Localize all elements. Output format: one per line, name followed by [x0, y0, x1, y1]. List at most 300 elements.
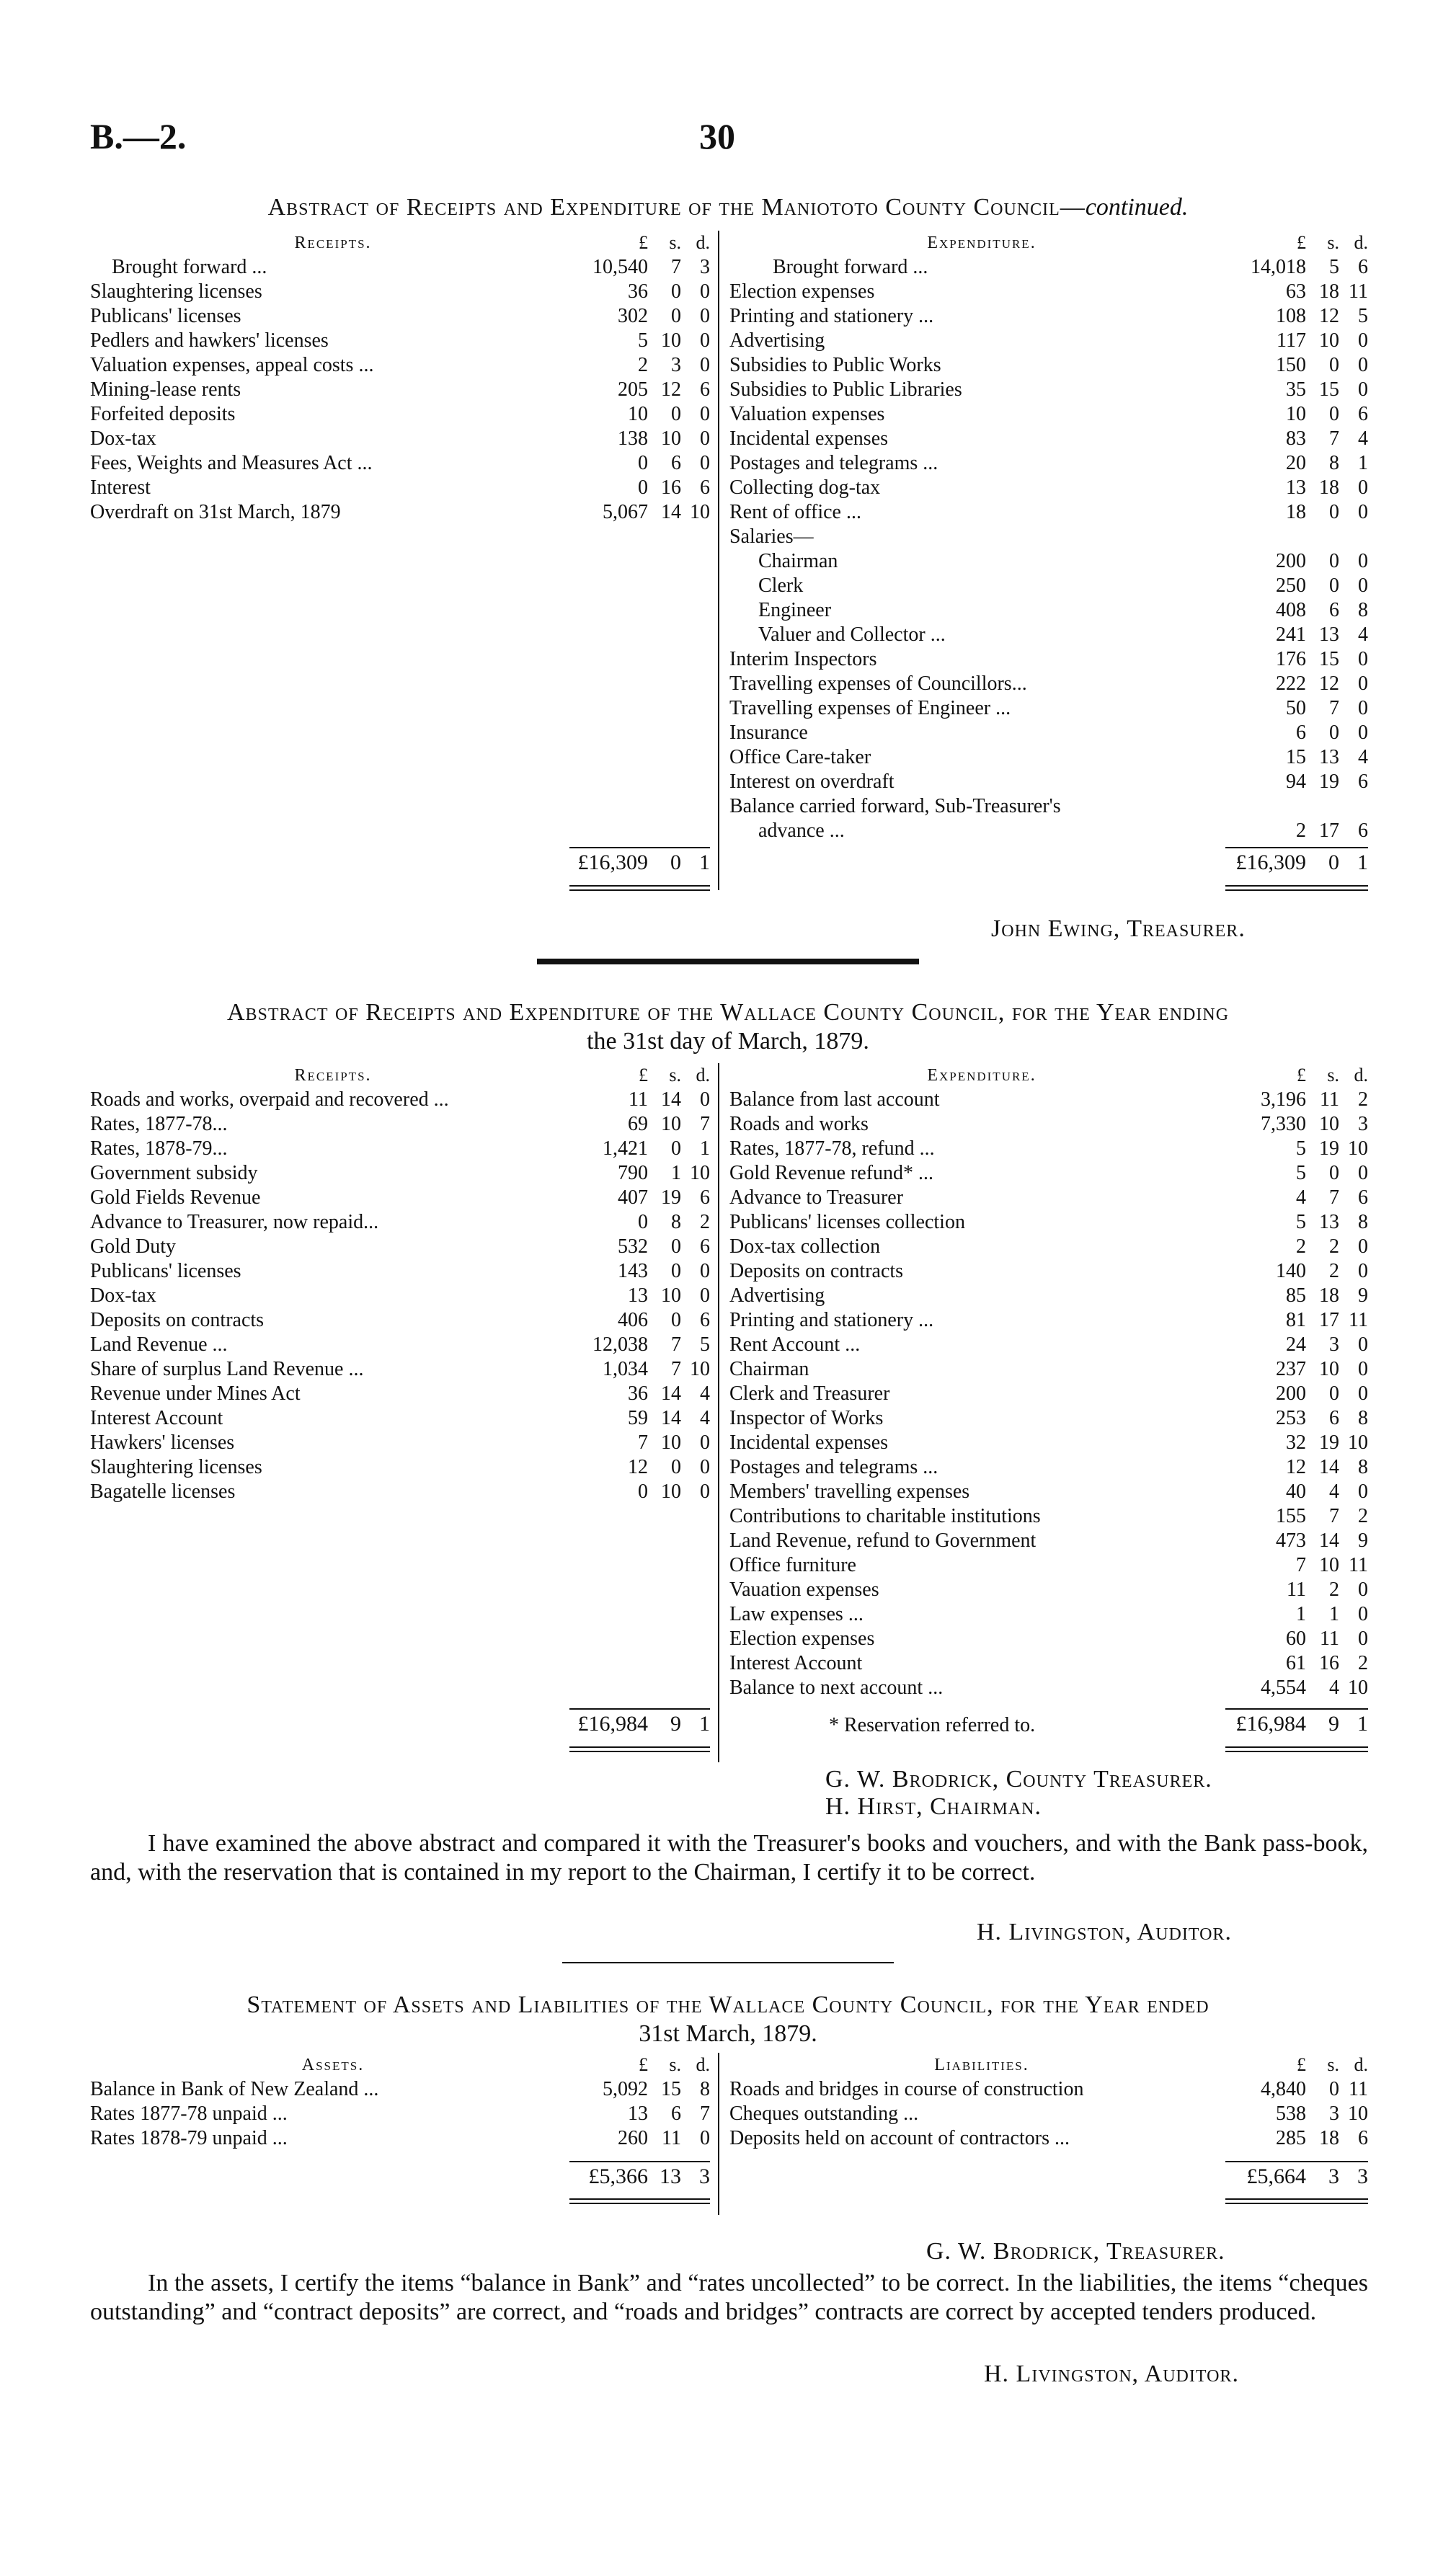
pounds-value: 117: [1277, 329, 1306, 352]
table-row: [729, 500, 1368, 525]
page-number: 30: [699, 116, 735, 156]
pence-value: 0: [700, 280, 710, 303]
row-amount: [576, 1210, 710, 1235]
row-amount: [576, 280, 710, 304]
row-amount: [576, 476, 710, 500]
table-row: [90, 1259, 710, 1284]
row-label: Engineer: [758, 599, 832, 621]
pounds-value: 790: [618, 1162, 648, 1184]
row-label: Balance carried forward, Sub-Treasurer's: [729, 795, 1061, 817]
pence-value: 11: [1349, 2078, 1368, 2100]
shillings-value: 7: [671, 256, 681, 278]
row-label: Share of surplus Land Revenue ...: [90, 1358, 364, 1380]
pounds-value: 13: [1286, 476, 1306, 499]
sum-rule: [1225, 847, 1368, 848]
pence-value: 10: [1348, 1677, 1368, 1699]
shillings-value: 7: [1329, 1186, 1339, 1209]
pence-value: 1: [700, 1137, 710, 1160]
pence-value: 0: [1358, 378, 1368, 401]
shillings-value: 17: [1319, 820, 1339, 842]
pence-value: 6: [700, 1309, 710, 1331]
pence-value: 0: [700, 305, 710, 327]
shillings-value: 11: [662, 2127, 681, 2149]
row-amount: [576, 2126, 710, 2151]
table-row: [90, 1455, 710, 1480]
shillings-value: 0: [671, 1309, 681, 1331]
shillings-value: 13: [1319, 746, 1339, 768]
pence-value: 6: [700, 476, 710, 499]
row-label: Clerk and Treasurer: [729, 1382, 890, 1405]
pounds-value: 1: [1296, 1603, 1306, 1625]
row-label: Gold Fields Revenue: [90, 1186, 261, 1209]
row-amount: [1234, 647, 1368, 672]
pence-value: 0: [1358, 1480, 1368, 1503]
row-label: Chairman: [729, 1358, 809, 1380]
pounds-value: 50: [1286, 697, 1306, 719]
row-label: Publicans' licenses collection: [729, 1211, 965, 1233]
wallace-treasurer-signature: G. W. Brodrick, County Treasurer.: [825, 1766, 1212, 1793]
row-label: Rent of office ...: [729, 501, 861, 523]
pounds-value: 3,196: [1261, 1088, 1306, 1111]
row-label: Valuation expenses: [729, 403, 885, 425]
row-label: Travelling expenses of Councillors...: [729, 672, 1027, 695]
shillings-value: 18: [1319, 1284, 1339, 1307]
row-amount: [576, 1112, 710, 1137]
row-label: Deposits on contracts: [90, 1309, 265, 1331]
pence-value: 2: [1358, 1505, 1368, 1527]
row-label: Advertising: [729, 329, 825, 352]
amount-column-heads: £ s. d.: [1297, 1065, 1368, 1085]
table-row: [729, 1480, 1368, 1504]
row-amount: [1234, 1480, 1368, 1504]
document-code: B.—2.: [90, 116, 187, 156]
row-label: Subsidies to Public Works: [729, 354, 941, 376]
pence-value: 8: [700, 2078, 710, 2100]
table-row: [90, 1480, 710, 1504]
pence-value: 0: [700, 403, 710, 425]
table-row: [90, 1088, 710, 1112]
row-amount: [1234, 574, 1368, 598]
row-amount: [576, 2102, 710, 2126]
shillings-value: 0: [671, 1235, 681, 1258]
pounds-value: 12: [628, 1456, 648, 1478]
shillings-value: 7: [1329, 427, 1339, 450]
receipts-heading: Receipts.: [294, 234, 372, 252]
shillings-value: [1306, 794, 1339, 819]
pounds-value: 5,092: [603, 2078, 648, 2100]
row-label: Government subsidy: [90, 1162, 258, 1184]
pounds-value: 4: [1296, 1186, 1306, 1209]
pounds-value: 143: [618, 1260, 648, 1282]
pounds-value: 140: [1276, 1260, 1306, 1282]
pounds-value: [1234, 794, 1306, 819]
row-label: Roads and works: [729, 1113, 869, 1135]
section-divider: [537, 959, 919, 964]
table-row: [729, 1553, 1368, 1578]
row-label: Valuer and Collector ...: [758, 623, 946, 646]
table-row: [729, 1137, 1368, 1161]
table-row: [90, 427, 710, 451]
row-label: Salaries—: [729, 525, 814, 548]
pounds-value: 108: [1276, 305, 1306, 327]
shillings-value: 18: [1319, 280, 1339, 303]
pounds-value: 176: [1276, 648, 1306, 670]
pounds-value: 85: [1286, 1284, 1306, 1307]
shillings-value: 0: [671, 1260, 681, 1282]
row-label: Roads and works, overpaid and recovered ...: [90, 1088, 449, 1111]
pence-value: 2: [700, 1211, 710, 1233]
liabilities-table: [729, 2053, 1368, 2151]
row-amount: [1234, 623, 1368, 647]
row-label: Slaughtering licenses: [90, 280, 262, 303]
table-row: [729, 623, 1368, 647]
pence-value: 0: [700, 1260, 710, 1282]
row-amount: [1234, 1186, 1368, 1210]
pounds-value: 0: [638, 452, 648, 474]
table-row: [729, 1259, 1368, 1284]
row-amount: [576, 378, 710, 402]
row-label: Gold Duty: [90, 1235, 176, 1258]
shillings-value: 6: [1329, 599, 1339, 621]
pence-value: 11: [1349, 1554, 1368, 1576]
maniototo-receipts: [90, 231, 710, 525]
table-row: [90, 1235, 710, 1259]
row-label: Bagatelle licenses: [90, 1480, 236, 1503]
row-amount: [576, 255, 710, 280]
pence-value: 6: [1358, 256, 1368, 278]
row-label: Valuation expenses, appeal costs ...: [90, 354, 374, 376]
shillings-value: 0: [671, 403, 681, 425]
table-row: [729, 2126, 1368, 2151]
pence-value: 0: [700, 1431, 710, 1454]
pence-value: 10: [690, 1358, 710, 1380]
pence-value: 6: [1358, 1186, 1368, 1209]
pence-value: 4: [700, 1407, 710, 1429]
shillings-value: 13: [1319, 623, 1339, 646]
table-row: [729, 427, 1368, 451]
pounds-value: 237: [1276, 1358, 1306, 1380]
row-amount: [1234, 378, 1368, 402]
shillings-value: 7: [671, 1358, 681, 1380]
shillings-value: 10: [1319, 1358, 1339, 1380]
pence-value: 9: [1358, 1529, 1368, 1552]
table-row: [729, 280, 1368, 304]
column-divider: [718, 231, 719, 890]
row-amount: [1234, 255, 1368, 280]
table-row: [90, 304, 710, 329]
row-amount: [576, 500, 710, 525]
pounds-value: 0: [638, 1480, 648, 1503]
row-amount: [1234, 549, 1368, 574]
shillings-value: 19: [1319, 771, 1339, 793]
row-label: Chairman: [758, 550, 838, 572]
pence-value: 0: [700, 1456, 710, 1478]
sum-rule: [569, 1708, 710, 1710]
pence-value: 1: [1358, 452, 1368, 474]
row-label: Advance to Treasurer, now repaid...: [90, 1211, 379, 1233]
statement-auditor-signature: H. Livingston, Auditor.: [984, 2361, 1239, 2387]
shillings-value: 16: [1319, 1652, 1339, 1674]
table-row: [729, 1578, 1368, 1602]
liabilities-total: £5,664 3 3: [1246, 2164, 1368, 2188]
row-amount: [1234, 329, 1368, 353]
pence-value: 0: [1358, 1382, 1368, 1405]
pence-value: 4: [700, 1382, 710, 1405]
statement-certification: In the assets, I certify the items “balance in Bank” and “rates uncollected” to be correct. In the liabilities, the items “cheques outstanding” and “contract deposits” are correct, and “roads and bridges” contracts are correct by accepted tenders produced.: [90, 2270, 1368, 2325]
assets-total: £5,366 13 3: [588, 2164, 710, 2188]
pounds-value: 69: [628, 1113, 648, 1135]
pence-value: 3: [1358, 1113, 1368, 1135]
row-label: Travelling expenses of Engineer ...: [729, 697, 1011, 719]
row-label: Vauation expenses: [729, 1578, 879, 1601]
liabilities-heading: Liabilities.: [934, 2056, 1029, 2074]
row-amount: [576, 1284, 710, 1308]
row-label: Contributions to charitable institutions: [729, 1505, 1041, 1527]
row-label: Incidental expenses: [729, 427, 889, 450]
shillings-value: 0: [1329, 1162, 1339, 1184]
pence-value: 4: [1358, 427, 1368, 450]
row-amount: [1234, 1504, 1368, 1529]
pence-value: 0: [700, 452, 710, 474]
row-label: Office Care-taker: [729, 746, 871, 768]
row-amount: [576, 427, 710, 451]
table-row: [729, 549, 1368, 574]
row-label: Interest Account: [729, 1652, 863, 1674]
row-label: Dox-tax: [90, 1284, 156, 1307]
row-amount: [576, 402, 710, 427]
row-label: Revenue under Mines Act: [90, 1382, 301, 1405]
table-row: [90, 353, 710, 378]
pounds-value: 302: [618, 305, 648, 327]
shillings-value: 14: [661, 1382, 681, 1405]
table-row: [90, 1137, 710, 1161]
pence-value: 6: [1358, 820, 1368, 842]
sum-rule: [1225, 2161, 1368, 2162]
shillings-value: 7: [671, 1333, 681, 1356]
row-label: Interim Inspectors: [729, 648, 877, 670]
pence-value: 11: [1349, 1309, 1368, 1331]
shillings-value: 0: [1329, 2078, 1339, 2100]
pence-value: 0: [700, 1088, 710, 1111]
shillings-value: 3: [1329, 2102, 1339, 2125]
table-row: [729, 770, 1368, 794]
pounds-value: 7,330: [1261, 1113, 1306, 1135]
pounds-value: 12,038: [592, 1333, 648, 1356]
pounds-value: 5: [1296, 1211, 1306, 1233]
shillings-value: 10: [661, 427, 681, 450]
maniototo-expenditure: [729, 231, 1368, 843]
row-amount: [1234, 500, 1368, 525]
row-amount: [1234, 1088, 1368, 1112]
pounds-value: 5,067: [603, 501, 648, 523]
table-row: [729, 2077, 1368, 2102]
wallace-chairman-signature: H. Hirst, Chairman.: [825, 1793, 1042, 1820]
row-label: Slaughtering licenses: [90, 1456, 262, 1478]
row-label: Postages and telegrams ...: [729, 1456, 938, 1478]
shillings-value: 5: [1329, 256, 1339, 278]
section-divider: [562, 1962, 894, 1963]
table-row: [729, 1161, 1368, 1186]
row-label: Rent Account ...: [729, 1333, 861, 1356]
shillings-value: 0: [671, 1456, 681, 1478]
row-amount: [1234, 1357, 1368, 1382]
pence-value: 5: [1358, 305, 1368, 327]
row-amount: [1234, 1137, 1368, 1161]
receipts-list: [90, 1088, 710, 1504]
row-label: Rates, 1877-78...: [90, 1113, 228, 1135]
shillings-value: 6: [1329, 1407, 1339, 1429]
pounds-value: 5: [638, 329, 648, 352]
row-label: Dox-tax: [90, 427, 156, 450]
table-row: [729, 2102, 1368, 2126]
table-row: [729, 647, 1368, 672]
shillings-value: 7: [1329, 697, 1339, 719]
row-label: Clerk: [758, 574, 804, 597]
pounds-value: 5: [1296, 1162, 1306, 1184]
row-label: Interest: [90, 476, 151, 499]
table-row: [729, 1602, 1368, 1627]
shillings-value: 15: [1319, 378, 1339, 401]
table-row: [729, 1112, 1368, 1137]
row-amount: [1234, 770, 1368, 794]
table-row: [729, 378, 1368, 402]
pence-value: 0: [1358, 1628, 1368, 1650]
row-amount: [1234, 525, 1368, 549]
pounds-value: 40: [1286, 1480, 1306, 1503]
pounds-value: 241: [1276, 623, 1306, 646]
pence-value: [1339, 794, 1368, 819]
pence-value: 10: [690, 1162, 710, 1184]
double-rule: [569, 2198, 710, 2204]
row-amount: [1234, 1235, 1368, 1259]
table-row: [729, 1333, 1368, 1357]
pence-value: 0: [700, 1284, 710, 1307]
row-amount: [576, 1259, 710, 1284]
row-label: advance ...: [758, 820, 845, 842]
pence-value: 11: [1349, 280, 1368, 303]
row-label: Land Revenue, refund to Government: [729, 1529, 1036, 1552]
row-amount: [576, 1137, 710, 1161]
row-label: Rates 1878-79 unpaid ...: [90, 2127, 288, 2149]
wallace-expenditure: [729, 1063, 1368, 1700]
row-label: Insurance: [729, 721, 808, 744]
table-row: [729, 451, 1368, 476]
pounds-value: 11: [629, 1088, 648, 1111]
pence-value: 0: [1358, 550, 1368, 572]
pounds-value: 408: [1276, 599, 1306, 621]
pence-value: 0: [1358, 476, 1368, 499]
pence-value: 0: [700, 329, 710, 352]
table-row: [729, 745, 1368, 770]
pounds-value: 200: [1276, 550, 1306, 572]
shillings-value: 12: [1319, 305, 1339, 327]
row-label: Law expenses ...: [729, 1603, 864, 1625]
pounds-value: 32: [1286, 1431, 1306, 1454]
pence-value: 7: [700, 2102, 710, 2125]
pounds-value: 10: [1286, 403, 1306, 425]
pounds-value: 7: [1296, 1554, 1306, 1576]
row-amount: [576, 1382, 710, 1406]
row-label: Interest on overdraft: [729, 771, 895, 793]
shillings-value: 12: [1319, 672, 1339, 695]
row-amount: [1234, 280, 1368, 304]
column-divider: [718, 1063, 719, 1762]
shillings-value: 10: [1319, 329, 1339, 352]
assets-list: [90, 2077, 710, 2151]
double-rule: [569, 1746, 710, 1752]
maniototo-title: Abstract of Receipts and Expenditure of the Maniototo County Council—continued.: [267, 194, 1189, 221]
pounds-value: 0: [638, 476, 648, 499]
pounds-value: 205: [618, 378, 648, 401]
shillings-value: 18: [1319, 476, 1339, 499]
row-label: Incidental expenses: [729, 1431, 889, 1454]
table-row: [90, 1308, 710, 1333]
wallace-title: Abstract of Receipts and Expenditure of the Wallace County Council, for the Year ending the 31st day of March, 1879.: [226, 999, 1230, 1054]
shillings-value: 12: [661, 378, 681, 401]
pence-value: 0: [1358, 1578, 1368, 1601]
row-amount: [576, 1480, 710, 1504]
pence-value: 10: [1348, 2102, 1368, 2125]
row-amount: [1234, 1112, 1368, 1137]
row-label: Hawkers' licenses: [90, 1431, 235, 1454]
row-amount: [576, 1333, 710, 1357]
shillings-value: 0: [1329, 501, 1339, 523]
shillings-value: 0: [1329, 721, 1339, 744]
row-amount: [1234, 1431, 1368, 1455]
row-amount: [1234, 1578, 1368, 1602]
shillings-value: 14: [661, 1088, 681, 1111]
shillings-value: 19: [1319, 1137, 1339, 1160]
pounds-value: 10: [628, 403, 648, 425]
pence-value: 0: [1358, 648, 1368, 670]
table-row: [90, 1357, 710, 1382]
row-label: Printing and stationery ...: [729, 305, 934, 327]
shillings-value: 14: [1319, 1456, 1339, 1478]
row-label: Collecting dog-tax: [729, 476, 881, 499]
pence-value: 6: [1358, 403, 1368, 425]
pounds-value: 94: [1286, 771, 1306, 793]
pounds-value: 538: [1276, 2102, 1306, 2125]
row-amount: [1234, 1161, 1368, 1186]
table-row: [729, 1088, 1368, 1112]
shillings-value: 19: [1319, 1431, 1339, 1454]
pence-value: 0: [1358, 501, 1368, 523]
row-amount: [1234, 1210, 1368, 1235]
row-amount: [1234, 1259, 1368, 1284]
shillings-value: 15: [1319, 648, 1339, 670]
shillings-value: 6: [671, 452, 681, 474]
amount-column-heads: £ s. d.: [639, 232, 710, 253]
row-label: Pedlers and hawkers' licenses: [90, 329, 329, 352]
row-amount: [1234, 2077, 1368, 2102]
liabilities-list: [729, 2077, 1368, 2151]
pence-value: 4: [1358, 746, 1368, 768]
row-label: Brought forward ...: [773, 256, 928, 278]
row-label: Deposits held on account of contractors ...: [729, 2127, 1070, 2149]
table-row: [729, 574, 1368, 598]
pounds-value: 4,554: [1261, 1677, 1306, 1699]
shillings-value: 2: [1329, 1578, 1339, 1601]
pounds-value: 532: [618, 1235, 648, 1258]
table-row: [90, 476, 710, 500]
row-amount: [576, 1431, 710, 1455]
assets-table: [90, 2053, 710, 2151]
pence-value: 8: [1358, 1456, 1368, 1478]
amount-column-heads: £ s. d.: [1297, 232, 1368, 253]
row-amount: [576, 2077, 710, 2102]
table-row: [90, 402, 710, 427]
footnote: * Reservation referred to.: [829, 1714, 1036, 1736]
